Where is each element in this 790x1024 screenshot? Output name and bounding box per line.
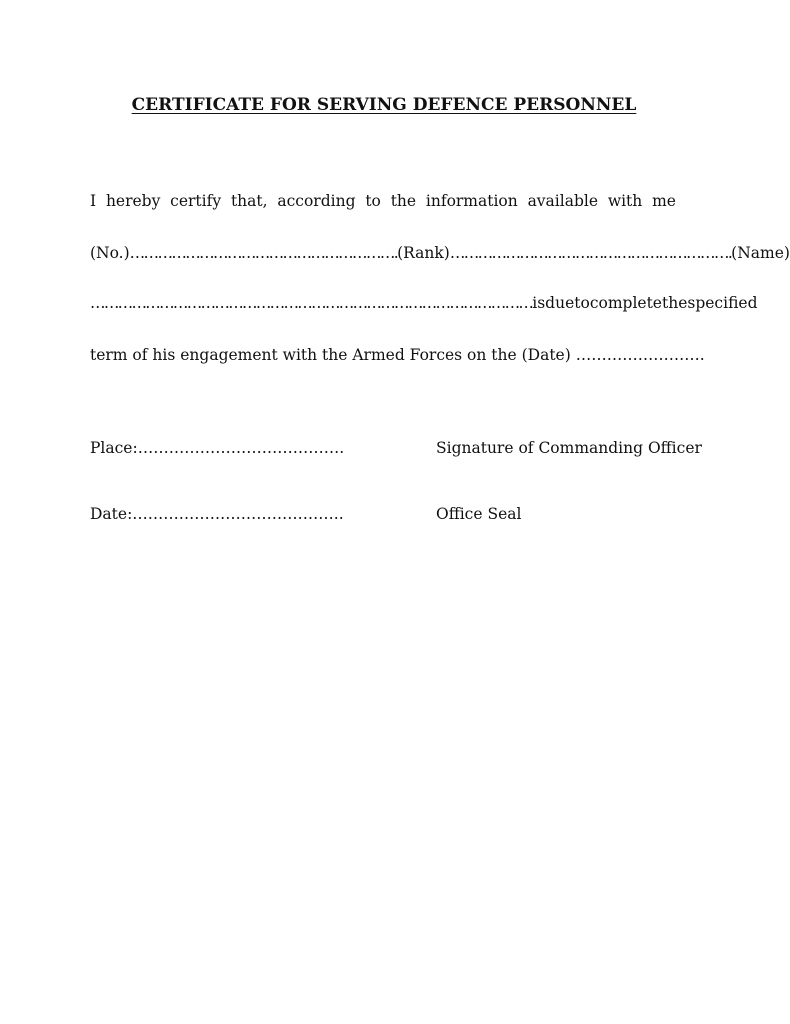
number-label: (No.) (90, 244, 130, 262)
word: information (425, 192, 518, 210)
name-blank: …………………………………………………………………………………… (90, 294, 533, 312)
date-field: Date:………………………………….. (90, 505, 344, 523)
word: that, (230, 192, 268, 210)
name-label: (Name) (731, 244, 790, 262)
signature-label: Signature of Commanding Officer (436, 439, 702, 457)
word: according (277, 192, 356, 210)
word: I (90, 192, 97, 210)
word: with (607, 192, 643, 210)
word: to (574, 294, 590, 312)
rank-blank: ……………………………………………………. (449, 244, 732, 262)
word: certify (170, 192, 222, 210)
word: the (390, 192, 417, 210)
name-completion-line (90, 292, 758, 314)
word: specified (687, 294, 758, 312)
certify-line (90, 190, 676, 212)
word: to (365, 192, 381, 210)
number-rank-name-line (90, 242, 790, 264)
word: due (545, 294, 575, 312)
word: hereby (105, 192, 161, 210)
number-field (90, 242, 397, 264)
rank-field (397, 242, 731, 264)
word: available (527, 192, 599, 210)
place-field: Place:…………………………………. (90, 439, 345, 457)
engagement-line: term of his engagement with the Armed Forces on the (Date) ……………………. (90, 346, 705, 364)
number-blank: …………………………………………………. (129, 244, 398, 262)
word: me (652, 192, 676, 210)
rank-label: (Rank) (397, 244, 450, 262)
word: the (661, 294, 688, 312)
word: complete (589, 294, 662, 312)
page-title: CERTIFICATE FOR SERVING DEFENCE PERSONNEL (131, 95, 637, 115)
word: is (532, 294, 546, 312)
office-seal-label: Office Seal (436, 505, 522, 523)
